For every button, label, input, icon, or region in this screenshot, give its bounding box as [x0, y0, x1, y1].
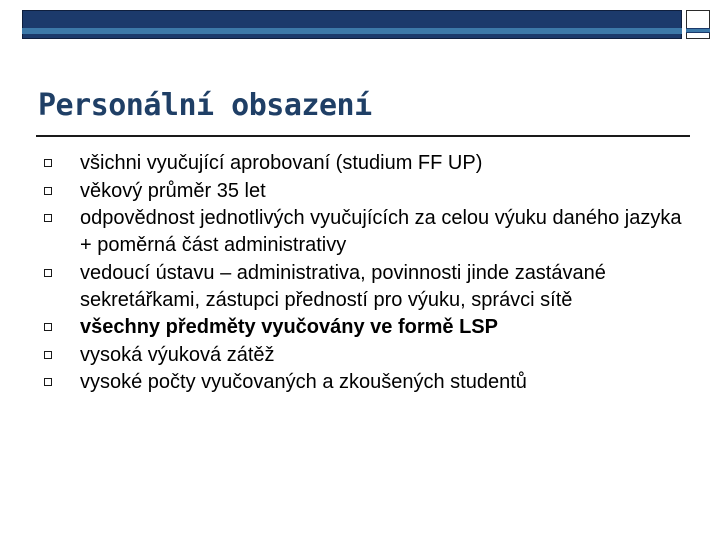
hollow-square-bullet-icon	[44, 269, 52, 277]
hollow-square-bullet-icon	[44, 378, 52, 386]
bullet-text: vysoké počty vyučovaných a zkoušených studentů	[80, 371, 527, 393]
bullet-item	[40, 369, 690, 396]
hollow-square-bullet-icon	[44, 159, 52, 167]
bullet-text: věkový průměr 35 let	[80, 179, 266, 202]
header-band-stripe	[22, 28, 682, 34]
bullet-text: odpovědnost jednotlivých vyučujících za celou výuku daného jazyka + poměrná část administrativy	[80, 207, 682, 256]
header-corner-box	[686, 10, 710, 39]
bullet-item	[40, 342, 690, 369]
header-corner-stripe	[686, 28, 710, 33]
bullet-list	[40, 150, 690, 397]
bullet-text: všichni vyučující aprobovaní (studium FF UP)	[80, 152, 483, 174]
bullet-text: vedoucí ústavu – administrativa, povinnosti jinde zastávané sekretářkami, zástupci předností pro výuku, správci sítě	[80, 261, 606, 311]
bullet-text: všechny předměty vyučovány ve formě LSP	[80, 316, 498, 338]
header-band	[22, 10, 682, 39]
bullet-item	[40, 314, 690, 341]
hollow-square-bullet-icon	[44, 214, 52, 222]
bullet-item	[40, 178, 690, 205]
slide-title: Personální obsazení	[38, 88, 372, 123]
hollow-square-bullet-icon	[44, 187, 52, 195]
hollow-square-bullet-icon	[44, 323, 52, 331]
bullet-item	[40, 150, 690, 177]
bullet-text: vysoká výuková zátěž	[80, 343, 275, 366]
bullet-item	[40, 260, 690, 314]
bullet-item	[40, 205, 690, 259]
title-divider	[36, 135, 690, 137]
hollow-square-bullet-icon	[44, 351, 52, 359]
